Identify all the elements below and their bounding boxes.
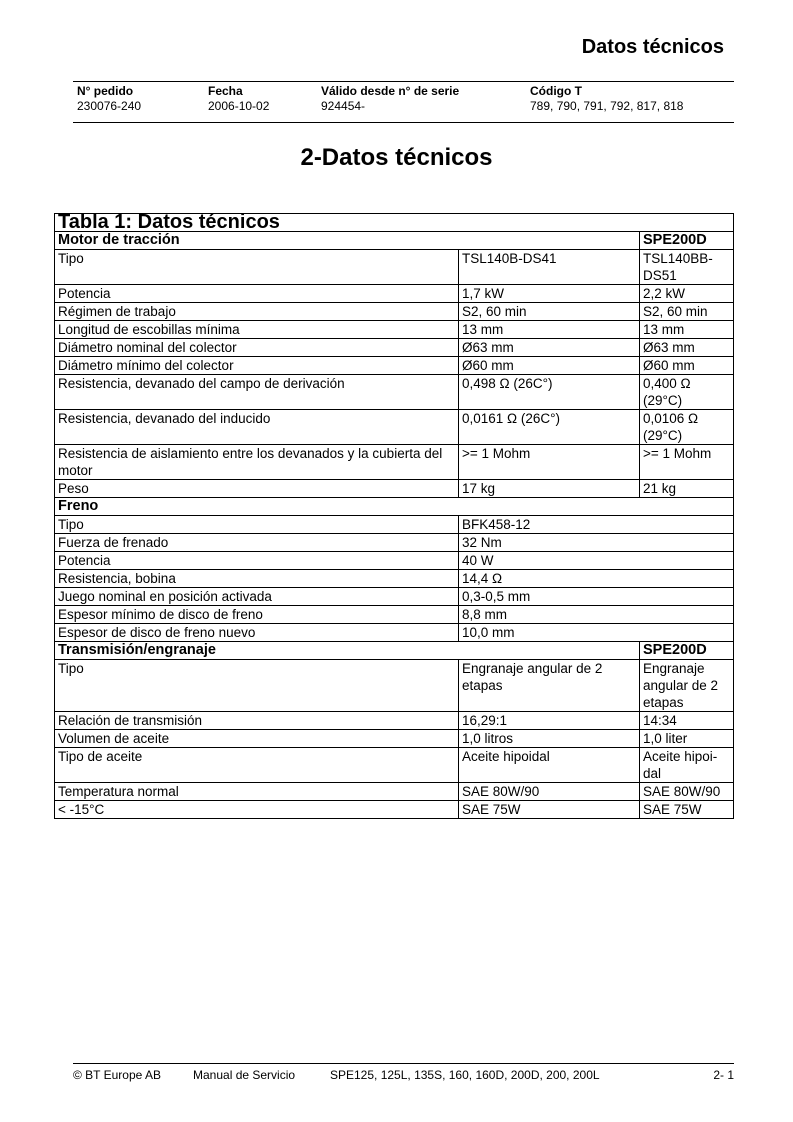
row-value: 1,7 kW <box>459 285 640 303</box>
transmission-row <box>55 783 734 801</box>
serial-number <box>321 84 459 114</box>
row-value-spe200d: Ø63 mm <box>640 339 734 357</box>
transmission-row <box>55 801 734 819</box>
footer-copyright: © BT Europe AB <box>73 1068 162 1082</box>
row-label: Diámetro nominal del colector <box>55 339 459 357</box>
brake-row <box>55 552 734 570</box>
row-label: Fuerza de frenado <box>55 534 459 552</box>
row-label: Juego nominal en posición activada <box>55 588 459 606</box>
row-label: Resistencia, devanado del campo de derivación <box>55 375 459 410</box>
transmission-row <box>55 712 734 730</box>
row-value-spe200d: Aceite hipoi-dal <box>640 748 734 783</box>
row-value: 0,498 Ω (26C°) <box>459 375 640 410</box>
brake-row <box>55 624 734 642</box>
order-number-label: N° pedido <box>77 84 134 98</box>
motor-row <box>55 480 734 498</box>
section-header-brake <box>55 498 734 516</box>
row-label: Espesor de disco de freno nuevo <box>55 624 459 642</box>
page-title: 2-Datos técnicos <box>300 144 493 171</box>
order-number <box>77 84 141 114</box>
page-header-title: Datos técnicos <box>581 36 724 58</box>
row-value-spe200d: 13 mm <box>640 321 734 339</box>
row-value: SAE 80W/90 <box>459 783 640 801</box>
row-label: Espesor mínimo de disco de freno <box>55 606 459 624</box>
row-label: Volumen de aceite <box>55 730 459 748</box>
row-label: Tipo <box>55 660 459 712</box>
row-value: Engranaje angular de 2 etapas <box>459 660 640 712</box>
serial-label: Válido desde n° de serie <box>321 84 460 98</box>
table-caption: Tabla 1: Datos técnicos <box>55 214 734 232</box>
footer-manual: Manual de Servicio <box>193 1068 296 1082</box>
section-header-transmission <box>55 642 734 660</box>
row-value: SAE 75W <box>459 801 640 819</box>
section-title-brake: Freno <box>55 498 734 516</box>
row-value: 0,3-0,5 mm <box>459 588 734 606</box>
row-value-spe200d: Engranaje angular de 2 etapas <box>640 660 734 712</box>
table-caption-row <box>55 214 734 232</box>
row-value-spe200d: SAE 75W <box>640 801 734 819</box>
footer-models: SPE125, 125L, 135S, 160, 160D, 200D, 200, 200L <box>330 1068 600 1082</box>
section-header-motor <box>55 232 734 250</box>
brake-row <box>55 570 734 588</box>
row-value: Ø63 mm <box>459 339 640 357</box>
row-label: Tipo <box>55 516 459 534</box>
t-code-label: Código T <box>530 84 582 98</box>
section-model-motor: SPE200D <box>640 232 734 250</box>
row-value: 17 kg <box>459 480 640 498</box>
row-label: Peso <box>55 480 459 498</box>
motor-row <box>55 445 734 480</box>
row-label: Tipo <box>55 250 459 285</box>
motor-row <box>55 303 734 321</box>
t-code <box>530 84 683 114</box>
row-label: Resistencia, devanado del inducido <box>55 410 459 445</box>
row-value-spe200d: 21 kg <box>640 480 734 498</box>
row-value: S2, 60 min <box>459 303 640 321</box>
section-model-transmission: SPE200D <box>640 642 734 660</box>
row-label: < -15°C <box>55 801 459 819</box>
row-label: Resistencia de aislamiento entre los devanados y la cubierta del motor <box>55 445 459 480</box>
section-title-motor: Motor de tracción <box>55 232 640 250</box>
row-value: 40 W <box>459 552 734 570</box>
motor-row <box>55 250 734 285</box>
row-value-spe200d: 1,0 liter <box>640 730 734 748</box>
row-value: Ø60 mm <box>459 357 640 375</box>
row-label: Diámetro mínimo del colector <box>55 357 459 375</box>
row-label: Régimen de trabajo <box>55 303 459 321</box>
row-value: 8,8 mm <box>459 606 734 624</box>
document-meta <box>73 81 734 123</box>
row-value: 13 mm <box>459 321 640 339</box>
motor-row <box>55 410 734 445</box>
row-label: Potencia <box>55 552 459 570</box>
row-label: Longitud de escobillas mínima <box>55 321 459 339</box>
page-footer <box>73 1063 734 1082</box>
date-value: 2006-10-02 <box>208 99 270 113</box>
row-label: Resistencia, bobina <box>55 570 459 588</box>
brake-row <box>55 516 734 534</box>
row-value-spe200d: SAE 80W/90 <box>640 783 734 801</box>
motor-row <box>55 285 734 303</box>
brake-row <box>55 606 734 624</box>
row-value-spe200d: 2,2 kW <box>640 285 734 303</box>
row-value-spe200d: TSL140BB-DS51 <box>640 250 734 285</box>
row-value-spe200d: 0,400 Ω (29°C) <box>640 375 734 410</box>
transmission-row <box>55 660 734 712</box>
section-title-transmission: Transmisión/engranaje <box>55 642 640 660</box>
row-value: TSL140B-DS41 <box>459 250 640 285</box>
transmission-row <box>55 730 734 748</box>
order-number-value: 230076-240 <box>77 99 142 113</box>
motor-row <box>55 321 734 339</box>
row-label: Potencia <box>55 285 459 303</box>
brake-row <box>55 588 734 606</box>
row-label: Tipo de aceite <box>55 748 459 783</box>
row-value-spe200d: >= 1 Mohm <box>640 445 734 480</box>
row-value: BFK458-12 <box>459 516 734 534</box>
brake-row <box>55 534 734 552</box>
row-value-spe200d: S2, 60 min <box>640 303 734 321</box>
date <box>208 84 269 114</box>
row-value: 14,4 Ω <box>459 570 734 588</box>
row-label: Relación de transmisión <box>55 712 459 730</box>
row-value: 10,0 mm <box>459 624 734 642</box>
row-label: Temperatura normal <box>55 783 459 801</box>
motor-row <box>55 375 734 410</box>
row-value-spe200d: 14:34 <box>640 712 734 730</box>
row-value: 16,29:1 <box>459 712 640 730</box>
row-value-spe200d: Ø60 mm <box>640 357 734 375</box>
row-value: 1,0 litros <box>459 730 640 748</box>
row-value-spe200d: 0,0106 Ω (29°C) <box>640 410 734 445</box>
motor-row <box>55 339 734 357</box>
row-value: 32 Nm <box>459 534 734 552</box>
transmission-row <box>55 748 734 783</box>
row-value: Aceite hipoidal <box>459 748 640 783</box>
footer-page-number: 2- 1 <box>713 1068 734 1082</box>
motor-row <box>55 357 734 375</box>
t-code-value: 789, 790, 791, 792, 817, 818 <box>530 99 684 113</box>
row-value: >= 1 Mohm <box>459 445 640 480</box>
row-value: 0,0161 Ω (26C°) <box>459 410 640 445</box>
serial-value: 924454- <box>321 99 366 113</box>
date-label: Fecha <box>208 84 243 98</box>
technical-data-table <box>54 213 734 819</box>
